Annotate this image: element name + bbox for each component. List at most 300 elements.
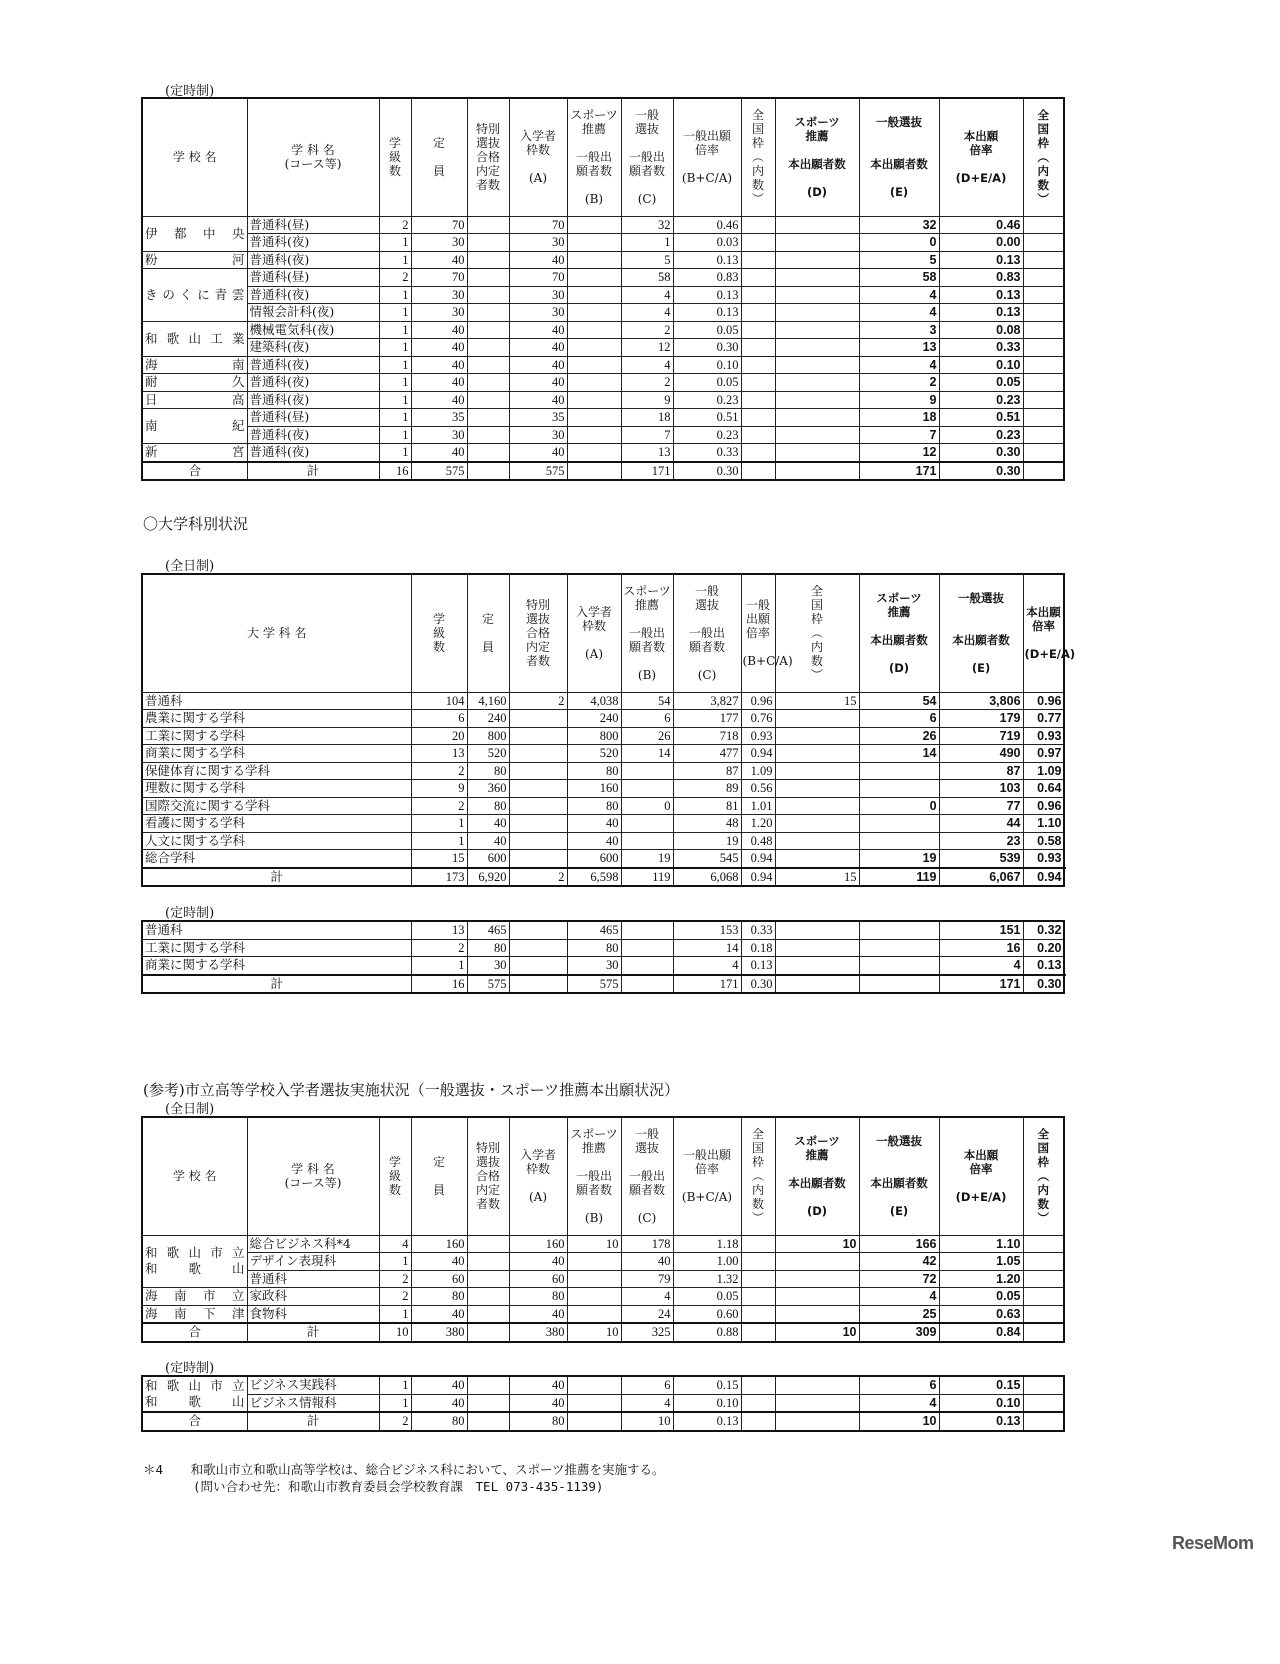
value-cell: 13 [411, 921, 467, 939]
department-category: 保健体育に関する学科 [142, 762, 411, 780]
value-cell: 119 [621, 868, 673, 887]
value-cell: 575 [411, 462, 467, 481]
value-cell: 177 [673, 710, 741, 728]
value-cell: 179 [939, 710, 1023, 728]
table-row [142, 780, 1064, 798]
table-row [142, 391, 1064, 409]
value-cell: 4,160 [467, 692, 509, 710]
department-category: 工業に関する学科 [142, 727, 411, 745]
value-cell [1023, 462, 1064, 481]
col-school-label: 学 校 名 [172, 1169, 217, 1184]
col-special-label: 特別 選抜 合格 内定 者数 [475, 122, 500, 193]
value-cell: 2 [411, 939, 467, 957]
value-cell: 30 [509, 234, 567, 252]
department-name: 普通科(昼) [247, 409, 379, 427]
value-cell: 0.13 [1023, 957, 1064, 975]
value-cell: 0.33 [673, 444, 741, 462]
value-cell: 80 [567, 939, 621, 957]
value-cell [1023, 1270, 1064, 1288]
value-cell: 1 [379, 304, 411, 322]
table-row [142, 269, 1064, 287]
value-cell: 40 [509, 1376, 567, 1394]
value-cell: 58 [621, 269, 673, 287]
value-cell [859, 780, 939, 798]
col-sports-b [567, 98, 621, 216]
value-cell: 477 [673, 745, 741, 763]
value-cell: 4 [621, 286, 673, 304]
col-general-e-label: 一般選抜 本出願者数 [870, 1134, 928, 1191]
department-name: 普通科(夜) [247, 426, 379, 444]
value-cell: 1 [411, 957, 467, 975]
value-cell: 1 [379, 409, 411, 427]
department-category: 国際交流に関する学科 [142, 797, 411, 815]
value-cell: 6 [859, 710, 939, 728]
department-name: 家政科 [247, 1288, 379, 1306]
value-cell: 4 [859, 304, 939, 322]
value-cell: 1.09 [1023, 762, 1064, 780]
value-cell [741, 426, 775, 444]
total-row [142, 1323, 1064, 1342]
department-category: 理数に関する学科 [142, 780, 411, 798]
col-rate2-label: 本出願 倍率 [963, 129, 999, 158]
school-name: 南 紀 [142, 409, 247, 444]
col-rate1-sub: (B+C/A) [681, 1190, 733, 1205]
value-cell: 0.97 [1023, 745, 1064, 763]
value-cell [775, 462, 859, 481]
value-cell: 0.33 [741, 921, 775, 939]
part-time-school-table [141, 97, 1065, 481]
value-cell [741, 1270, 775, 1288]
school-name: 和歌山工業 [142, 321, 247, 356]
value-cell [775, 1288, 859, 1306]
value-cell: 40 [509, 444, 567, 462]
value-cell: 30 [411, 304, 467, 322]
value-cell [859, 957, 939, 975]
value-cell [1023, 426, 1064, 444]
value-cell [509, 850, 567, 868]
value-cell: 166 [859, 1235, 939, 1253]
value-cell: 4 [621, 304, 673, 322]
col-rate1 [673, 98, 741, 216]
value-cell: 40 [509, 339, 567, 357]
value-cell [775, 391, 859, 409]
value-cell: 15 [775, 868, 859, 887]
value-cell: 1 [621, 234, 673, 252]
table-row [142, 1394, 1064, 1412]
department-name: 普通科(昼) [247, 216, 379, 234]
value-cell: 0.96 [1023, 797, 1064, 815]
col-dept [247, 98, 379, 216]
value-cell [775, 251, 859, 269]
value-cell [467, 1305, 509, 1323]
value-cell: 171 [621, 462, 673, 481]
department-name: 普通科(夜) [247, 251, 379, 269]
value-cell: 80 [567, 762, 621, 780]
col-special [467, 1117, 509, 1235]
col-national1 [741, 1117, 775, 1235]
value-cell: 26 [621, 727, 673, 745]
value-cell [775, 850, 859, 868]
col-quota [567, 574, 621, 692]
value-cell: 10 [567, 1235, 621, 1253]
value-cell: 1 [379, 1305, 411, 1323]
value-cell: 718 [673, 727, 741, 745]
value-cell: 0.51 [939, 409, 1023, 427]
value-cell: 25 [859, 1305, 939, 1323]
school-name: きのくに青雲 [142, 269, 247, 322]
value-cell [741, 286, 775, 304]
total-row [142, 975, 1064, 994]
value-cell: 4 [621, 1288, 673, 1306]
value-cell: 19 [621, 850, 673, 868]
value-cell: 40 [467, 815, 509, 833]
value-cell [1023, 251, 1064, 269]
value-cell [775, 409, 859, 427]
col-school [142, 98, 247, 216]
value-cell: 0.77 [1023, 710, 1064, 728]
value-cell: 1 [379, 234, 411, 252]
value-cell: 171 [673, 975, 741, 994]
value-cell: 40 [509, 321, 567, 339]
value-cell: 3,827 [673, 692, 741, 710]
value-cell: 2 [379, 1270, 411, 1288]
value-cell: 30 [567, 957, 621, 975]
value-cell [741, 1305, 775, 1323]
value-cell: 1.18 [673, 1235, 741, 1253]
value-cell: 1.32 [673, 1270, 741, 1288]
value-cell: 0.51 [673, 409, 741, 427]
value-cell: 26 [859, 727, 939, 745]
value-cell: 0.00 [939, 234, 1023, 252]
value-cell: 7 [859, 426, 939, 444]
value-cell [1023, 1253, 1064, 1271]
caption-full-time-3: (全日制) [165, 1102, 215, 1117]
department-category: 総合学科 [142, 850, 411, 868]
value-cell: 2 [379, 1288, 411, 1306]
value-cell [509, 780, 567, 798]
value-cell: 1 [379, 251, 411, 269]
value-cell: 40 [411, 356, 467, 374]
value-cell: 520 [467, 745, 509, 763]
school-name: 和歌山市立 和 歌 山 [142, 1235, 247, 1288]
value-cell [775, 356, 859, 374]
value-cell: 19 [673, 832, 741, 850]
value-cell: 1 [379, 286, 411, 304]
value-cell: 18 [621, 409, 673, 427]
table-row [142, 762, 1064, 780]
table-row [142, 304, 1064, 322]
col-classes-label: 学 級 数 [388, 1155, 401, 1198]
value-cell [775, 304, 859, 322]
department-category: 商業に関する学科 [142, 745, 411, 763]
value-cell: 171 [939, 975, 1023, 994]
col-rate2 [1023, 574, 1076, 692]
value-cell [859, 832, 939, 850]
col-national1-label: 全 国 枠 ︵ 内 数 ︶ [751, 1127, 764, 1226]
value-cell: 89 [673, 780, 741, 798]
value-cell: 6,068 [673, 868, 741, 887]
col-general-c-label: 一般 選抜 一般出 願者数 [689, 584, 726, 655]
table-row [142, 374, 1064, 392]
school-name: 耐 久 [142, 374, 247, 392]
value-cell [1023, 1376, 1064, 1394]
value-cell [741, 321, 775, 339]
col-special [467, 98, 509, 216]
col-dept-label: 学 科 名 (コース等) [284, 143, 342, 172]
value-cell [1023, 356, 1064, 374]
school-name: 海南下津 [142, 1305, 247, 1323]
school-name: 伊都中央 [142, 216, 247, 251]
value-cell [1023, 444, 1064, 462]
value-cell [567, 426, 621, 444]
school-name: 粉 河 [142, 251, 247, 269]
value-cell: 0.63 [939, 1305, 1023, 1323]
value-cell: 5 [859, 251, 939, 269]
col-general-c-label: 一般 選抜 一般出 願者数 [628, 1127, 665, 1198]
department-part-time-table [141, 920, 1065, 994]
department-category: 看護に関する学科 [142, 815, 411, 833]
department-name: 普通科(夜) [247, 444, 379, 462]
value-cell [775, 339, 859, 357]
footnote-mark: ＊4 [143, 1462, 164, 1477]
value-cell: 0 [859, 797, 939, 815]
value-cell: 10 [379, 1323, 411, 1342]
value-cell: 3 [859, 321, 939, 339]
value-cell: 32 [621, 216, 673, 234]
value-cell [467, 1412, 509, 1431]
value-cell: 153 [673, 921, 741, 939]
value-cell: 20 [411, 727, 467, 745]
value-cell [567, 1288, 621, 1306]
value-cell [621, 921, 673, 939]
value-cell: 9 [411, 780, 467, 798]
table-row [142, 251, 1064, 269]
col-capacity-label: 定 員 [482, 612, 495, 655]
school-name: 新 宮 [142, 444, 247, 462]
value-cell [1023, 374, 1064, 392]
total-label: 計 [142, 868, 411, 887]
col-rate1-label: 一般出願 倍率 [682, 129, 731, 158]
value-cell: 10 [567, 1323, 621, 1342]
col-general-c [673, 574, 741, 692]
value-cell [467, 1376, 509, 1394]
value-cell: 240 [467, 710, 509, 728]
col-general-e-label: 一般選抜 本出願者数 [870, 115, 928, 172]
value-cell: 13 [859, 339, 939, 357]
value-cell [775, 957, 859, 975]
municipal-full-time-table [141, 1116, 1065, 1343]
value-cell: 0.13 [673, 286, 741, 304]
value-cell: 40 [411, 1305, 467, 1323]
col-sports-b [567, 1117, 621, 1235]
value-cell: 35 [509, 409, 567, 427]
value-cell: 575 [509, 462, 567, 481]
value-cell [775, 234, 859, 252]
col-quota-label: 入学者 枠数 [519, 129, 556, 158]
value-cell: 40 [411, 1253, 467, 1271]
value-cell: 81 [673, 797, 741, 815]
value-cell [741, 1235, 775, 1253]
section-title-municipal: (参考)市立高等学校入学者選抜実施状況（一般選抜・スポーツ推薦本出願状況） [143, 1081, 680, 1099]
value-cell: 14 [859, 745, 939, 763]
value-cell: 1 [379, 339, 411, 357]
value-cell: 0.30 [1023, 975, 1064, 994]
department-category: 農業に関する学科 [142, 710, 411, 728]
value-cell: 6 [621, 1376, 673, 1394]
col-special [509, 574, 567, 692]
value-cell: 4 [939, 957, 1023, 975]
value-cell [859, 815, 939, 833]
value-cell: 800 [467, 727, 509, 745]
value-cell [741, 216, 775, 234]
value-cell: 10 [775, 1323, 859, 1342]
value-cell [621, 939, 673, 957]
value-cell [567, 1253, 621, 1271]
col-rate2-sub: (D+E/A) [1024, 647, 1076, 662]
value-cell: 0.05 [939, 374, 1023, 392]
value-cell: 40 [411, 444, 467, 462]
total-label-2: 計 [247, 1323, 379, 1342]
table-row [142, 921, 1064, 939]
value-cell [775, 762, 859, 780]
value-cell [621, 762, 673, 780]
value-cell: 18 [859, 409, 939, 427]
col-sports-b-label: スポーツ 推薦 一般出 願者数 [570, 1127, 618, 1198]
value-cell [509, 797, 567, 815]
value-cell: 40 [411, 1376, 467, 1394]
value-cell: 0.13 [939, 286, 1023, 304]
col-sports-d-label: スポーツ 推薦 本出願者数 [788, 115, 846, 172]
value-cell: 10 [621, 1412, 673, 1431]
col-rate1 [673, 1117, 741, 1235]
value-cell [567, 269, 621, 287]
value-cell [467, 409, 509, 427]
col-general-c-sub: (C) [697, 668, 717, 683]
value-cell [1023, 269, 1064, 287]
col-national2 [1023, 1117, 1064, 1235]
value-cell: 30 [509, 286, 567, 304]
value-cell [1023, 234, 1064, 252]
value-cell: 545 [673, 850, 741, 868]
value-cell: 13 [621, 444, 673, 462]
value-cell [1023, 1394, 1064, 1412]
department-name: 普通科(夜) [247, 391, 379, 409]
value-cell: 2 [621, 321, 673, 339]
value-cell [1023, 1235, 1064, 1253]
value-cell: 6 [621, 710, 673, 728]
col-rate1-sub: (B+C/A) [742, 654, 793, 669]
value-cell: 5 [621, 251, 673, 269]
total-label-1: 合 [142, 1412, 247, 1431]
caption-part-time-2: (定時制) [165, 906, 215, 921]
header-row [142, 98, 1064, 216]
value-cell: 1.10 [1023, 815, 1064, 833]
col-rate1-label: 一般出願 倍率 [682, 1148, 731, 1177]
department-name: ビジネス実践科 [247, 1376, 379, 1394]
value-cell: 6 [411, 710, 467, 728]
value-cell: 6,067 [939, 868, 1023, 887]
value-cell: 40 [567, 832, 621, 850]
value-cell: 40 [621, 1253, 673, 1271]
section-title-department: 〇大学科別状況 [143, 515, 249, 533]
col-sports-d-sub: (D) [806, 1204, 828, 1219]
value-cell: 1.20 [939, 1270, 1023, 1288]
value-cell [567, 234, 621, 252]
col-general-e-label: 一般選抜 本出願者数 [952, 591, 1010, 648]
value-cell: 520 [567, 745, 621, 763]
value-cell: 2 [509, 692, 567, 710]
col-general-c-sub: (C) [637, 192, 657, 207]
value-cell: 360 [467, 780, 509, 798]
col-capacity [411, 98, 467, 216]
value-cell: 40 [509, 356, 567, 374]
col-classes [411, 574, 467, 692]
value-cell: 12 [859, 444, 939, 462]
value-cell: 15 [411, 850, 467, 868]
col-classes-label: 学 級 数 [388, 136, 401, 179]
col-quota-sub: (A) [528, 1190, 548, 1205]
value-cell: 0.10 [673, 356, 741, 374]
value-cell: 1 [379, 391, 411, 409]
value-cell: 160 [411, 1235, 467, 1253]
value-cell [1023, 1288, 1064, 1306]
header-row [142, 574, 1064, 692]
col-general-e-sub: (E) [889, 1204, 909, 1219]
value-cell: 0.30 [939, 444, 1023, 462]
value-cell: 40 [411, 321, 467, 339]
total-label-1: 合 [142, 462, 247, 481]
value-cell: 0.46 [673, 216, 741, 234]
school-name: 和歌山市立 和 歌 山 [142, 1376, 247, 1412]
value-cell: 2 [859, 374, 939, 392]
value-cell [621, 815, 673, 833]
table-row [142, 1253, 1064, 1271]
value-cell: 44 [939, 815, 1023, 833]
col-sports-b-sub: (B) [637, 668, 657, 683]
value-cell [467, 374, 509, 392]
department-name: 機械電気科(夜) [247, 321, 379, 339]
value-cell: 0 [859, 234, 939, 252]
value-cell: 54 [859, 692, 939, 710]
value-cell [567, 409, 621, 427]
value-cell [467, 1323, 509, 1342]
value-cell: 1 [379, 1253, 411, 1271]
department-name: 普通科(夜) [247, 356, 379, 374]
value-cell: 40 [411, 251, 467, 269]
value-cell: 40 [467, 832, 509, 850]
value-cell [467, 216, 509, 234]
value-cell: 54 [621, 692, 673, 710]
col-general-c-label: 一般 選抜 一般出 願者数 [628, 108, 665, 179]
value-cell: 0.96 [741, 692, 775, 710]
value-cell: 0.88 [673, 1323, 741, 1342]
value-cell: 60 [411, 1270, 467, 1288]
value-cell [1023, 1323, 1064, 1342]
value-cell: 0.94 [741, 868, 775, 887]
value-cell: 30 [509, 426, 567, 444]
col-general-c [621, 98, 673, 216]
value-cell [775, 727, 859, 745]
value-cell [467, 1288, 509, 1306]
value-cell: 600 [467, 850, 509, 868]
value-cell [467, 251, 509, 269]
value-cell: 40 [509, 391, 567, 409]
col-sports-b [621, 574, 673, 692]
col-sports-b-label: スポーツ 推薦 一般出 願者数 [570, 108, 618, 179]
value-cell [775, 921, 859, 939]
value-cell: 0.84 [939, 1323, 1023, 1342]
value-cell [775, 216, 859, 234]
